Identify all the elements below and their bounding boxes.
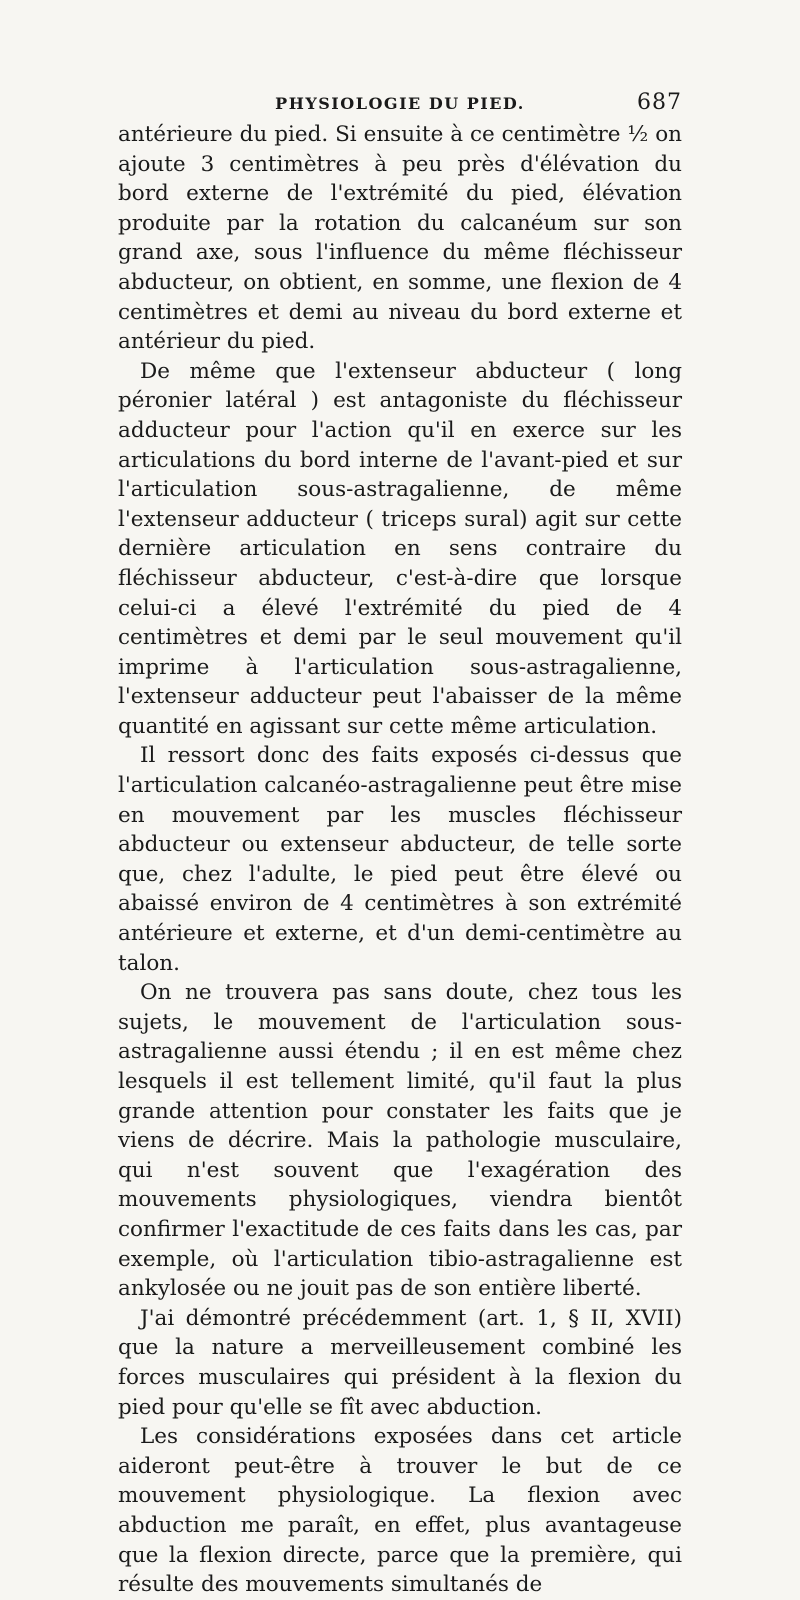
body-text <box>118 120 682 1600</box>
paragraph: De même que l'extenseur abducteur ( long péronier latéral ) est antagoniste du fléchisseur adducteur pour l'action qu'il en exerce sur les articulations du bord interne de l'avant-pied et sur l'articulation sous-astragalienne, de même l'extenseur adducteur ( triceps sural) agit sur cette dernière articulation en sens contraire du fléchisseur abducteur, c'est-à-dire que lorsque celui-ci a élevé l'extrémité du pied de 4 centimètres et demi par le seul mouvement qu'il imprime à l'articulation sous-astragalienne, l'extenseur adducteur peut l'abaisser de la même quantité en agissant sur cette même articulation. <box>118 358 682 739</box>
page-number: 687 <box>637 90 682 115</box>
running-title: PHYSIOLOGIE DU PIED. <box>275 94 525 113</box>
paragraph: Les considérations exposées dans cet article aideront peut-être à trouver le but de ce mouvement physiologique. La flexion avec abduction me paraît, en effet, plus avantageuse que la flexion directe, parce que la première, qui résulte des mouvements simultanés de <box>118 1424 682 1598</box>
paragraph: antérieure du pied. Si ensuite à ce centimètre ½ on ajoute 3 centimètres à peu près d'élévation du bord externe de l'extrémité du pied, élévation produite par la rotation du calcanéum sur son grand axe, sous l'influence du même fléchisseur abducteur, on obtient, en somme, une flexion de 4 centimètres et demi au niveau du bord externe et antérieur du pied. <box>118 122 682 355</box>
running-head <box>118 90 682 120</box>
paragraph: On ne trouvera pas sans doute, chez tous les sujets, le mouvement de l'articulation sous-astragalienne aussi étendu ; il en est même chez lesquels il est tellement limité, qu'il faut la plus grande attention pour constater les faits que je viens de décrire. Mais la pathologie musculaire, qui n'est souvent que l'exagération des mouvements physiologiques, viendra bientôt confirmer l'exactitude de ces faits dans les cas, par exemple, où l'articulation tibio-astragalienne est ankylosée ou ne jouit pas de son entière liberté. <box>118 980 682 1302</box>
paragraph: J'ai démontré précédemment (art. 1, § II, XVII) que la nature a merveilleusement combiné les forces musculaires qui président à la flexion du pied pour qu'elle se fît avec abduction. <box>118 1305 682 1420</box>
paragraph: Il ressort donc des faits exposés ci-dessus que l'articulation calcanéo-astragalienne peut être mise en mouvement par les muscles fléchisseur abducteur ou extenseur abducteur, de telle sorte que, chez l'adulte, le pied peut être élevé ou abaissé environ de 4 centimètres à son extrémité antérieure et externe, et d'un demi-centimètre au talon. <box>118 743 682 976</box>
